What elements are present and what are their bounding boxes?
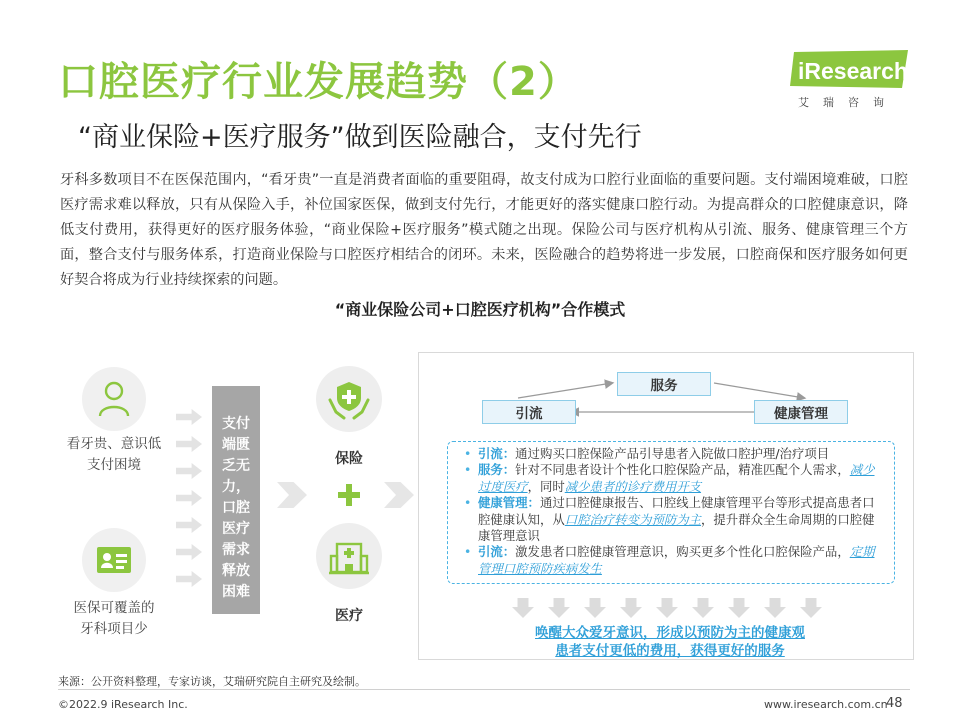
bullet-list-box — [447, 441, 895, 584]
grey-box-line: 需求 — [222, 542, 250, 558]
page-title: 口腔医疗行业发展趋势（2） — [58, 59, 579, 105]
bullet-key: 服务： — [478, 462, 516, 478]
id-card-icon-circle — [82, 528, 146, 592]
grey-box-line: 力， — [222, 479, 250, 495]
grey-box-line: 乏无 — [222, 458, 250, 474]
conclusion-text — [440, 624, 900, 660]
grey-box-line: 困难 — [222, 584, 250, 600]
bullet-key: 引流： — [478, 446, 516, 461]
intro-paragraph: 牙科多数项目不在医保范围内，“看牙贵”一直是消费者面临的重要阻碍，故支付成为口腔行业面临的重要问题。支付端困境难破，口腔医疗需求难以释放，只有从保险入手，补位国家医保，做到支付先行，才能更好的落实健康口腔行动。为提高群众的口腔健康意识，降低支付费用，获得更好的医疗服务体验，“商业保险+医疗服务”模式随之出现。保险公司与医疗机构从引流、服务、健康管理三个方面，整合支付与服务体系，打造商业保险与口腔医疗相结合的闭环。未来，医险融合的趋势将进一步发展，口腔商保和医疗服务如何更好契合将成为行业持续探索的问题。 — [60, 172, 908, 288]
bullet-text: 通过购买口腔保险产品引导患者入院做口腔护理/治疗项目 — [515, 446, 830, 461]
insurance-icon-circle — [316, 366, 382, 432]
conclusion-line-1: 唤醒大众爱牙意识，形成以预防为主的健康观 — [535, 625, 805, 641]
bullet-item — [464, 495, 884, 544]
bullet-item — [464, 446, 884, 462]
plus-icon — [338, 484, 360, 506]
bullet-text: 通过口腔健康报告、口腔线上健康管理平台等形式提高患者口腔健康认知，从 — [478, 495, 875, 527]
node-health-management: 健康管理 — [754, 400, 848, 424]
arrow-right-icon — [176, 409, 202, 425]
arrow-right-icon — [176, 490, 202, 506]
hospital-icon-circle — [316, 523, 382, 589]
page-number: 48 — [886, 696, 903, 711]
source-note: 来源：公开资料整理，专家访谈，艾瑞研究院自主研究及绘制。 — [58, 675, 366, 688]
payment-dilemma-box — [212, 386, 260, 614]
logo-brand-text: iResearch — [798, 58, 908, 84]
arrow-right-icon — [176, 436, 202, 452]
bullet-highlight: 定期管理口腔预防疾病发生 — [478, 544, 875, 576]
conclusion-line-2: 患者支付更低的费用，获得更好的服务 — [555, 643, 785, 659]
arrow-right-icon — [384, 482, 414, 508]
grey-box-line: 支付 — [222, 416, 250, 432]
grey-box-line: 端匮 — [222, 437, 250, 453]
left-label-1-line2: 支付困境 — [87, 457, 141, 473]
insurance-label: 保险 — [335, 451, 363, 467]
bullet-text: 激发患者口腔健康管理意识，购买更多个性化口腔保险产品， — [515, 544, 850, 560]
arrow-right-icon — [176, 571, 202, 587]
medical-label: 医疗 — [335, 608, 363, 624]
footer-divider — [58, 689, 910, 690]
bullet-text: ，提升群众全生命周期的口腔健康管理意识 — [478, 511, 875, 544]
bullet-item — [464, 544, 884, 577]
bullet-highlight: 口腔治疗转变为预防为主 — [564, 511, 702, 527]
iresearch-logo — [790, 50, 920, 110]
payment-dilemma-text — [212, 414, 260, 603]
left-label-2-line1: 医保可覆盖的 — [73, 600, 155, 616]
node-service: 服务 — [617, 372, 711, 396]
bullet-text: 针对不同患者设计个性化口腔保险产品，精准匹配个人需求， — [515, 462, 850, 478]
bullet-highlight: 减少过度医疗 — [478, 462, 875, 494]
copyright-text: ©2022.9 iResearch Inc. — [58, 698, 188, 711]
bullet-key: 引流： — [478, 544, 516, 560]
bullet-highlight: 减少患者的诊疗费用开支 — [564, 478, 702, 494]
arrow-right-icon — [176, 463, 202, 479]
bullet-item — [464, 462, 884, 495]
grey-box-line: 医疗 — [222, 521, 250, 537]
left-label-1 — [49, 434, 179, 476]
grey-box-line: 口腔 — [222, 500, 250, 516]
arrow-right-icon — [176, 544, 202, 560]
page-subtitle: “商业保险+医疗服务”做到医险融合，支付先行 — [78, 122, 642, 153]
shield-hands-icon — [328, 378, 370, 420]
diagram-title: “商业保险公司+口腔医疗机构”合作模式 — [334, 300, 626, 319]
grey-box-line: 释放 — [222, 563, 250, 579]
logo-sub-text: 艾瑞咨询 — [798, 96, 898, 109]
left-label-1-line1: 看牙贵、意识低 — [66, 436, 162, 452]
node-traffic: 引流 — [482, 400, 576, 424]
hospital-icon — [329, 536, 369, 576]
left-label-2-line2: 牙科项目少 — [80, 621, 148, 637]
bullet-text: ，同时 — [527, 478, 565, 494]
id-card-icon — [96, 545, 132, 575]
left-label-2 — [49, 598, 179, 640]
website-link[interactable]: www.iresearch.com.cn — [764, 698, 888, 711]
person-icon — [97, 380, 131, 418]
person-icon-circle — [82, 367, 146, 431]
arrow-right-icon — [277, 482, 307, 508]
arrow-right-icon — [176, 517, 202, 533]
bullet-key: 健康管理： — [478, 495, 540, 511]
